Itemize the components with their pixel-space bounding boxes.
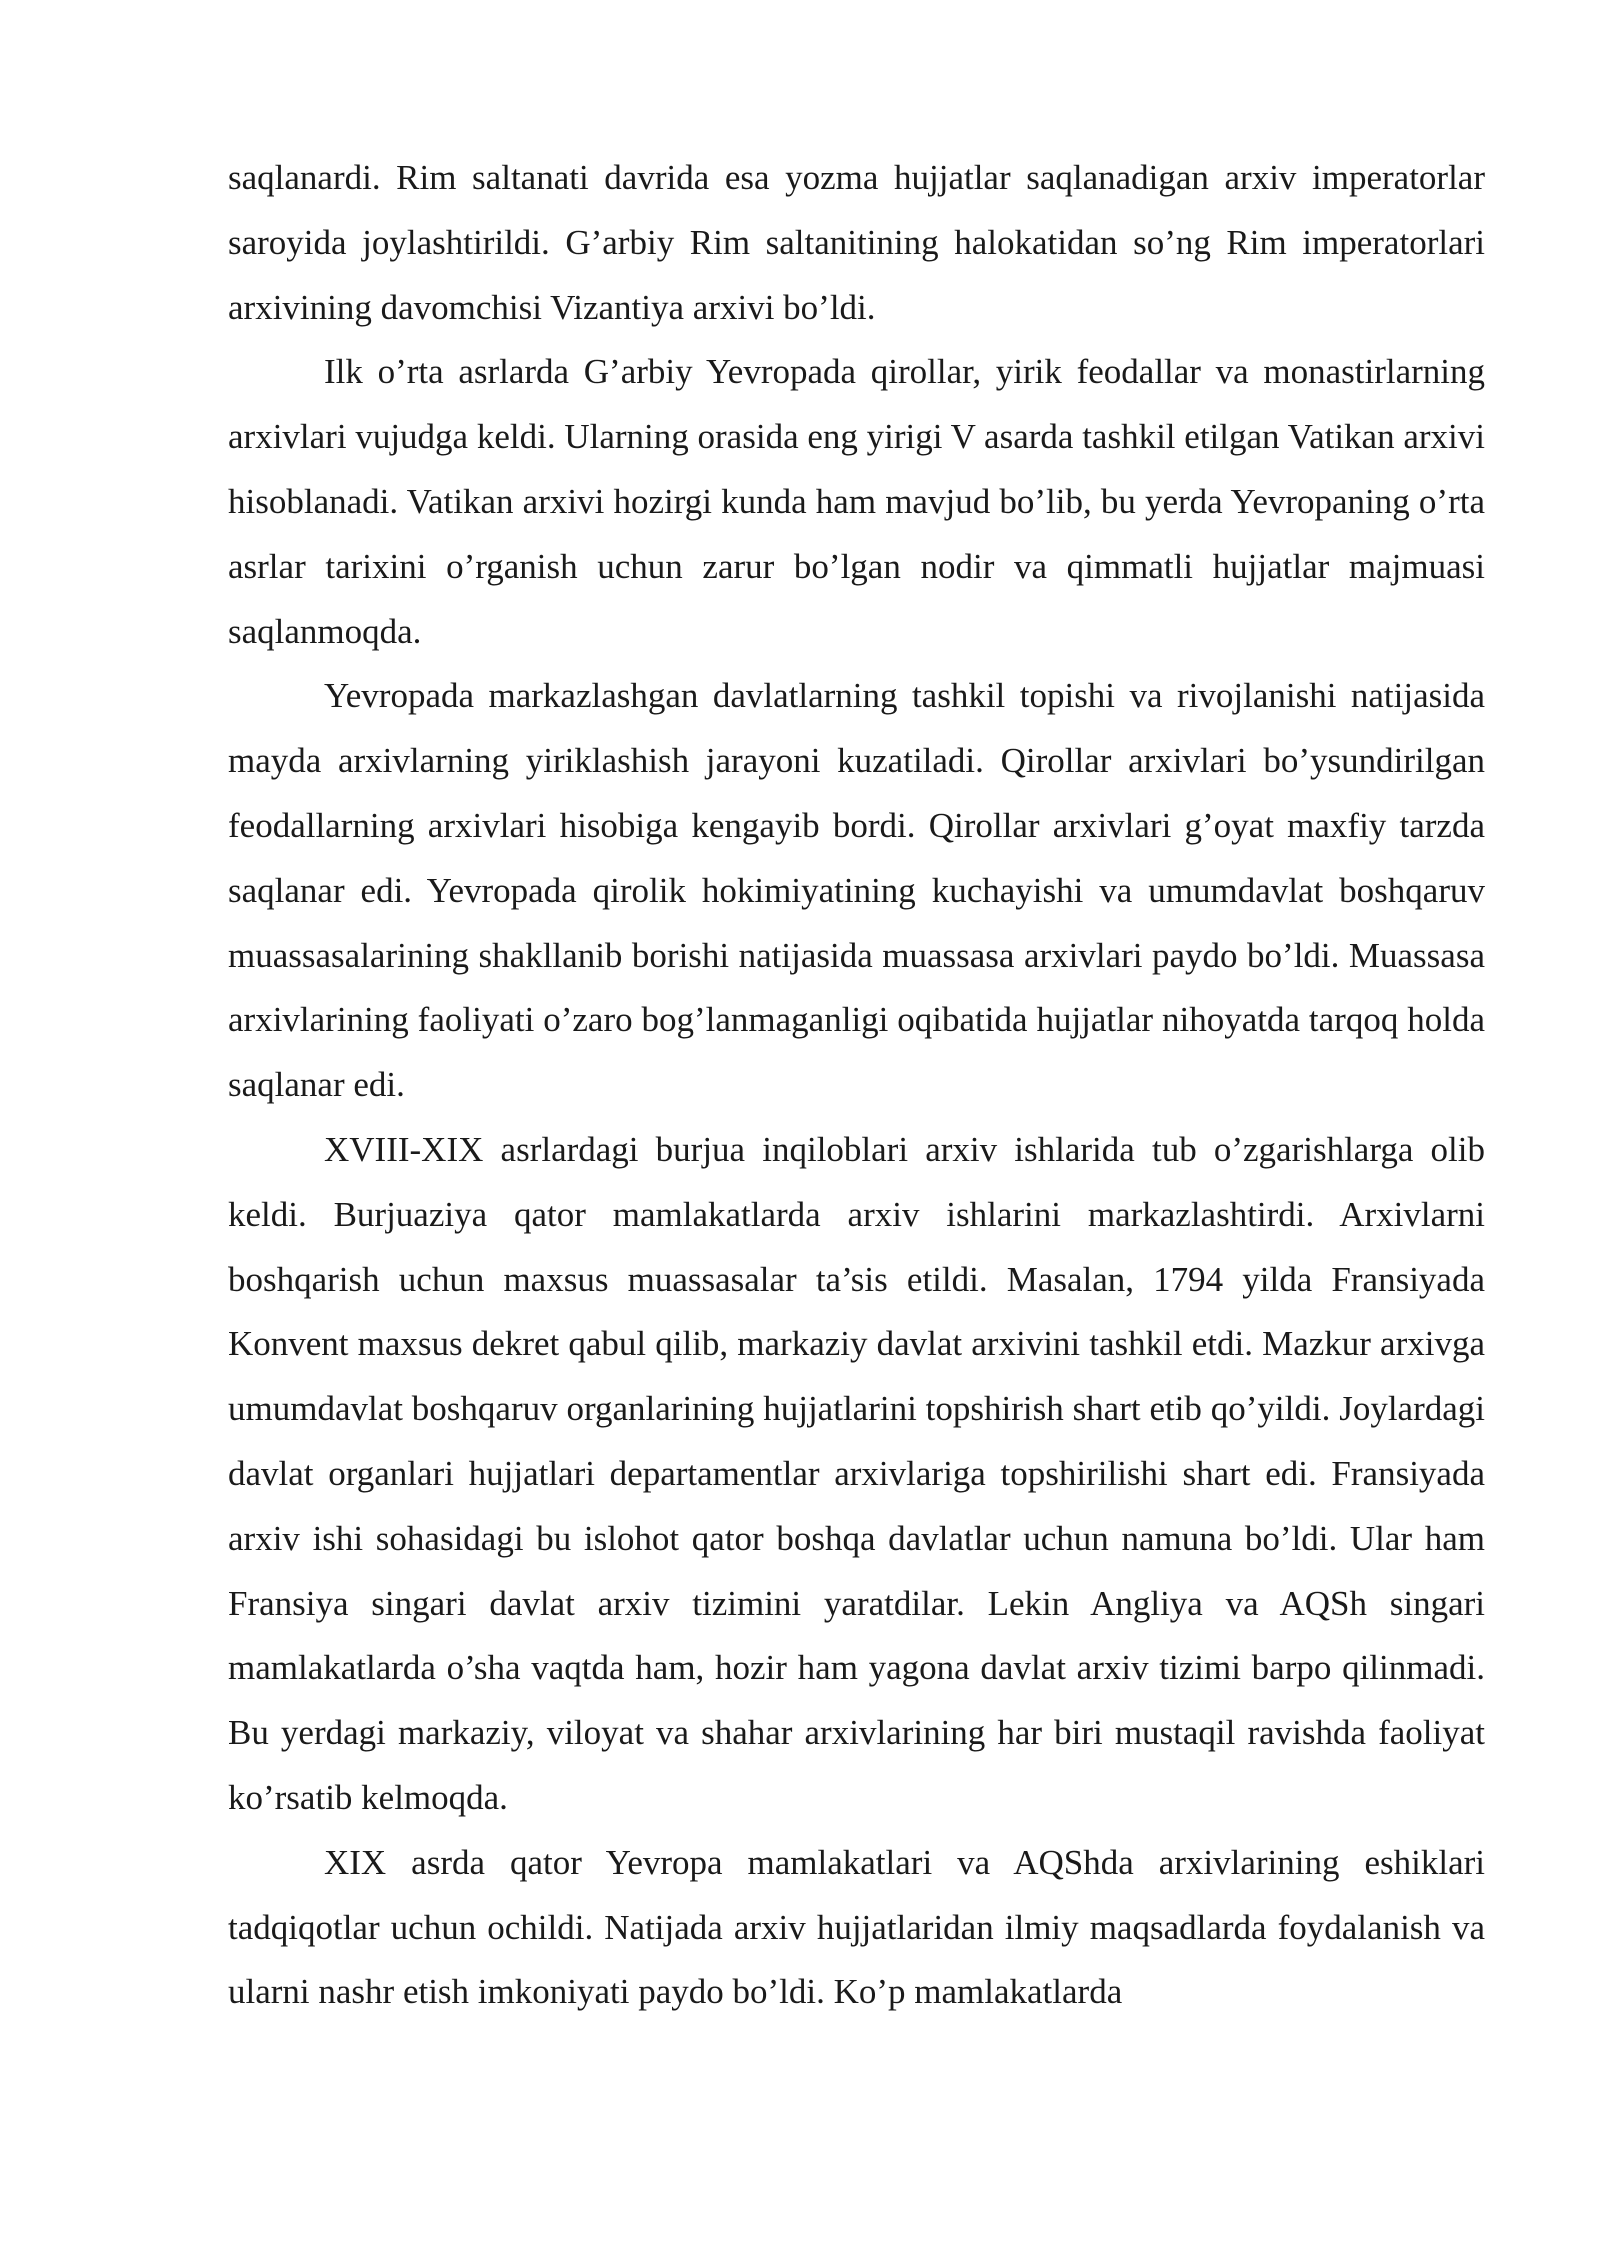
document-body [228,146,1485,2025]
paragraph-bourgeois-revolutions: XVIII-XIX asrlardagi burjua inqiloblari arxiv ishlarida tub o’zgarishlarga olib keldi. Burjuaziya qator mamlakatlarda arxiv ishlarini markazlashtirdi. Arxivlarni boshqarish uchun maxsus muassasalar ta’sis etildi. Masalan, 1794 yilda Fransiyada Konvent maxsus dekret qabul qilib, markaziy davlat arxivini tashkil etdi. Mazkur arxivga umumdavlat boshqaruv organlarining hujjatlarini topshirish shart etib qo’yildi. Joylardagi davlat organlari hujjatlari departamentlar arxivlariga topshirilishi shart edi. Fransiyada arxiv ishi sohasidagi bu islohot qator boshqa davlatlar uchun namuna bo’ldi. Ular ham Fransiya singari davlat arxiv tizimini yaratdilar. Lekin Angliya va AQSh singari mamlakatlarda o’sha vaqtda ham, hozir ham yagona davlat arxiv tizimi barpo qilinmadi. Bu yerdagi markaziy, viloyat va shahar arxivlarining har biri mustaqil ravishda faoliyat ko’rsatib kelmoqda. [228,1129,1485,1817]
paragraph-nineteenth-century: XIX asrda qator Yevropa mamlakatlari va AQShda arxivlarining eshiklari tadqiqotlar uchun ochildi. Natijada arxiv hujjatlaridan ilmiy maqsadlarda foydalanish va ularni nashr etish imkoniyati paydo bo’ldi. Ko’p mamlakatlarda [228,1842,1485,2012]
paragraph-vatican-archive: Ilk o’rta asrlarda G’arbiy Yevropada qirollar, yirik feodallar va monastirlarning arxivlari vujudga keldi. Ularning orasida eng yirigi V asarda tashkil etilgan Vatikan arxivi hisoblanadi. Vatikan arxivi hozirgi kunda ham mavjud bo’lib, bu yerda Yevropaning o’rta asrlar tarixini o’rganish uchun zarur bo’lgan nodir va qimmatli hujjatlar majmuasi saqlanmoqda. [228,352,1485,651]
paragraph-continuation: saqlanardi. Rim saltanati davrida esa yozma hujjatlar saqlanadigan arxiv imperatorlar saroyida joylashtirildi. G’arbiy Rim saltanitining halokatidan so’ng Rim imperatorlari arxivining davomchisi Vizantiya arxivi bo’ldi. [228,158,1485,327]
paragraph-royal-archives: Yevropada markazlashgan davlatlarning tashkil topishi va rivojlanishi natijasida mayda arxivlarning yiriklashish jarayoni kuzatiladi. Qirollar arxivlari bo’ysundirilgan feodallarning arxivlari hisobiga kengayib bordi. Qirollar arxivlari g’oyat maxfiy tarzda saqlanar edi. Yevropada qirolik hokimiyatining kuchayishi va umumdavlat boshqaruv muassasalarining shakllanib borishi natijasida muassasa arxivlari paydo bo’ldi. Muassasa arxivlarining faoliyati o’zaro bog’lanmaganligi oqibatida hujjatlar nihoyatda tarqoq holda saqlanar edi. [228,676,1485,1105]
